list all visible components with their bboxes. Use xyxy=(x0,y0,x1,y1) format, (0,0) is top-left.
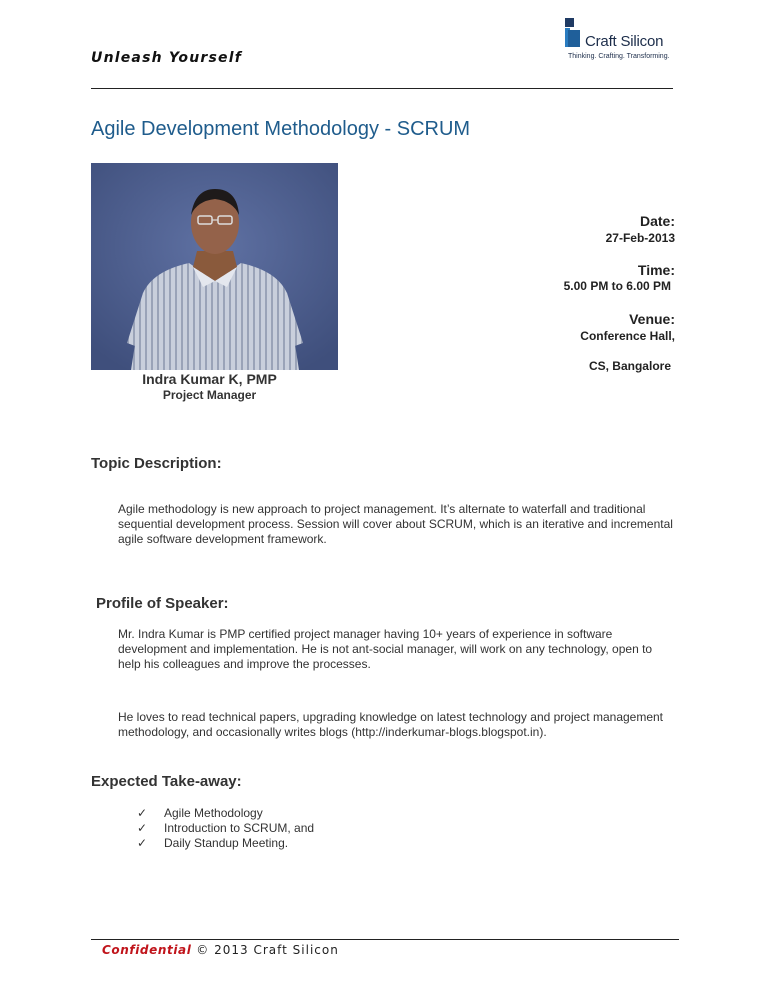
profile-heading: Profile of Speaker: xyxy=(96,595,229,612)
check-icon: ✓ xyxy=(137,806,148,820)
date-value: 27-Feb-2013 xyxy=(605,231,675,245)
list-item: ✓ Introduction to SCRUM, and xyxy=(137,821,315,835)
tagline: Unleash Yourself xyxy=(91,50,242,66)
topic-text: Agile methodology is new approach to project management. It’s alternate to waterfall and traditional sequential development process. Session will cover about SCRUM, which is an iterative and incremental agile software development framework. xyxy=(118,502,673,547)
company-logo xyxy=(565,18,685,64)
logo-square-mid xyxy=(568,30,580,47)
list-item: ✓ Agile Methodology xyxy=(137,806,263,820)
copyright-text: © 2013 Craft Silicon xyxy=(196,943,339,957)
footer xyxy=(102,943,339,957)
check-icon: ✓ xyxy=(137,836,148,850)
logo-square-dark xyxy=(565,18,574,27)
logo-slogan: Thinking. Crafting. Transforming. xyxy=(568,53,670,60)
header-divider xyxy=(91,88,673,89)
venue-line-2: CS, Bangalore xyxy=(588,359,671,373)
profile-paragraph-1: Mr. Indra Kumar is PMP certified project manager having 10+ years of experience in software development and implementation. He is not ant-social manager, will work on any technology, open to help his colleagues and improve the processes. xyxy=(118,627,653,672)
venue-label: Venue: xyxy=(629,311,675,327)
takeaway-list xyxy=(137,806,314,851)
speaker-name: Indra Kumar K, PMP xyxy=(142,371,277,387)
time-value: 5.00 PM to 6.00 PM xyxy=(563,279,671,293)
date-label: Date: xyxy=(639,213,675,229)
confidential-label: Confidential xyxy=(102,943,192,957)
logo-name: Craft Silicon xyxy=(585,33,664,50)
document-title: Agile Development Methodology - SCRUM xyxy=(91,118,471,140)
check-icon: ✓ xyxy=(137,821,148,835)
takeaway-heading: Expected Take-away: xyxy=(91,773,242,790)
speaker-role: Project Manager xyxy=(162,388,257,402)
footer-divider xyxy=(91,939,679,940)
profile-paragraph-2: He loves to read technical papers, upgrading knowledge on latest technology and project management methodology, and occasionally writes blogs (http://inderkumar-blogs.blogspot.in). xyxy=(118,710,664,740)
venue-line-1: Conference Hall, xyxy=(580,329,675,343)
list-item: ✓ Daily Standup Meeting. xyxy=(137,836,289,850)
speaker-photo xyxy=(91,163,338,370)
time-label: Time: xyxy=(637,262,675,278)
speaker-photo-illustration xyxy=(91,163,338,370)
topic-heading: Topic Description: xyxy=(91,455,222,472)
